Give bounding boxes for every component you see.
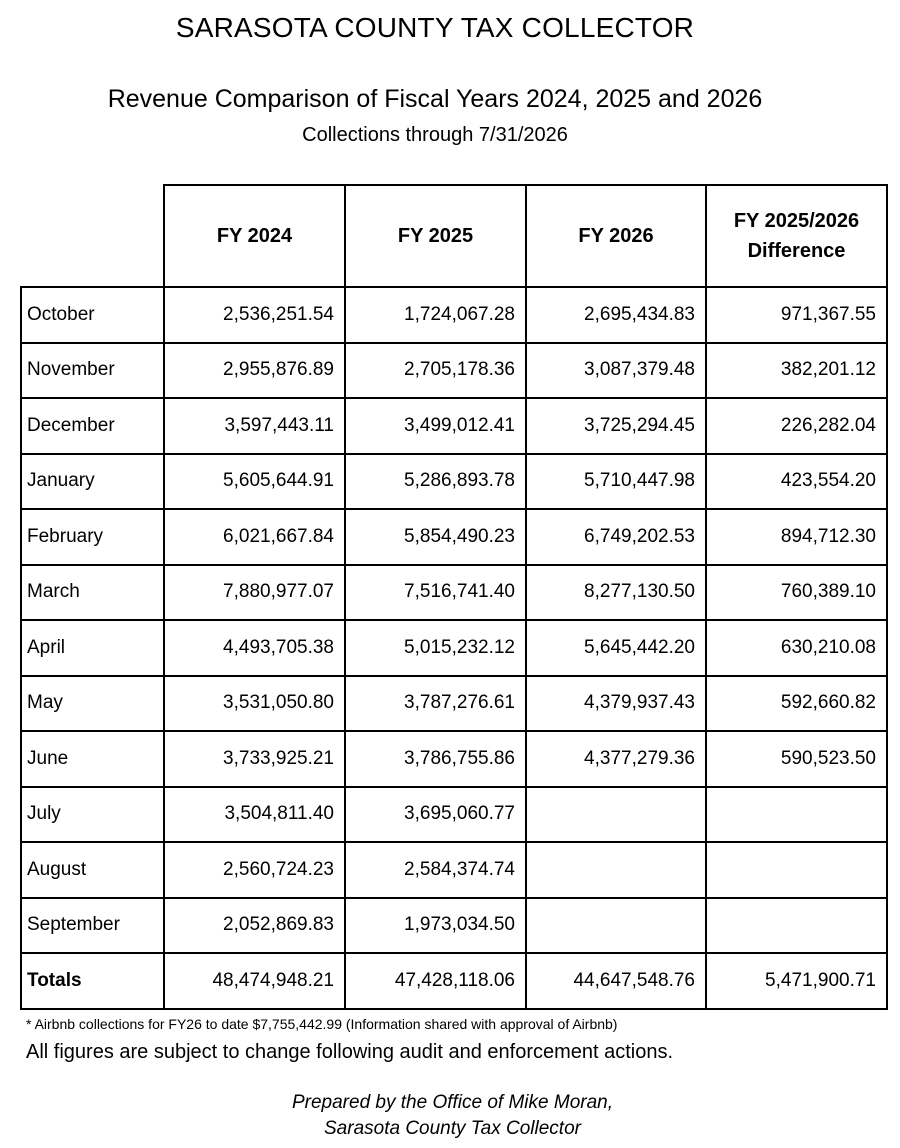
diff-cell: 590,523.50	[706, 731, 887, 787]
table-row	[21, 898, 887, 954]
table-row	[21, 787, 887, 843]
report-subtitle: Revenue Comparison of Fiscal Years 2024, 2025 and 2026	[107, 85, 763, 113]
fy2026-cell: 5,645,442.20	[526, 620, 706, 676]
fy2025-cell: 1,973,034.50	[345, 898, 526, 954]
diff-cell	[706, 842, 887, 898]
fy2026-cell: 3,725,294.45	[526, 398, 706, 454]
difference-header-line1: FY 2025/2026	[733, 210, 860, 232]
diff-cell: 971,367.55	[706, 287, 887, 343]
column-header-difference	[706, 185, 887, 287]
fy2026-cell	[526, 787, 706, 843]
diff-cell: 423,554.20	[706, 454, 887, 510]
diff-cell: 226,282.04	[706, 398, 887, 454]
fy2024-cell: 4,493,705.38	[164, 620, 345, 676]
month-cell: January	[21, 454, 164, 510]
fy2025-cell: 7,516,741.40	[345, 565, 526, 621]
fy2024-cell: 2,560,724.23	[164, 842, 345, 898]
table-header-row	[21, 185, 887, 287]
diff-cell: 630,210.08	[706, 620, 887, 676]
column-header-fy2024: FY 2024	[164, 185, 345, 287]
fy2026-cell: 4,379,937.43	[526, 676, 706, 732]
diff-cell: 894,712.30	[706, 509, 887, 565]
fy2024-cell: 2,955,876.89	[164, 343, 345, 399]
fy2025-cell: 3,695,060.77	[345, 787, 526, 843]
table-row	[21, 287, 887, 343]
page-title: SARASOTA COUNTY TAX COLLECTOR	[175, 12, 695, 43]
diff-cell	[706, 898, 887, 954]
collections-note: Collections through 7/31/2026	[302, 124, 568, 146]
revenue-table	[20, 184, 888, 1010]
table-row	[21, 509, 887, 565]
fy2026-cell: 4,377,279.36	[526, 731, 706, 787]
prepared-by-line1: Prepared by the Office of Mike Moran,	[291, 1092, 614, 1113]
totals-label: Totals	[21, 953, 164, 1009]
table-row	[21, 454, 887, 510]
fy2024-cell: 3,733,925.21	[164, 731, 345, 787]
month-cell: October	[21, 287, 164, 343]
table-row	[21, 398, 887, 454]
fy2024-cell: 2,536,251.54	[164, 287, 345, 343]
table-row	[21, 343, 887, 399]
diff-cell: 592,660.82	[706, 676, 887, 732]
fy2025-cell: 3,786,755.86	[345, 731, 526, 787]
audit-note: All figures are subject to change following audit and enforcement actions.	[26, 1041, 674, 1063]
fy2026-cell: 5,710,447.98	[526, 454, 706, 510]
month-cell: June	[21, 731, 164, 787]
table-row	[21, 676, 887, 732]
fy2024-cell: 3,504,811.40	[164, 787, 345, 843]
table-body	[21, 287, 887, 1009]
fy2024-cell: 5,605,644.91	[164, 454, 345, 510]
totals-fy2024-cell: 48,474,948.21	[164, 953, 345, 1009]
table-row	[21, 565, 887, 621]
fy2024-cell: 3,597,443.11	[164, 398, 345, 454]
column-header-fy2025: FY 2025	[345, 185, 526, 287]
table-row	[21, 620, 887, 676]
fy2024-cell: 7,880,977.07	[164, 565, 345, 621]
month-cell: February	[21, 509, 164, 565]
fy2026-cell: 8,277,130.50	[526, 565, 706, 621]
fy2026-cell: 2,695,434.83	[526, 287, 706, 343]
fy2025-cell: 5,854,490.23	[345, 509, 526, 565]
totals-diff-cell: 5,471,900.71	[706, 953, 887, 1009]
fy2026-cell: 3,087,379.48	[526, 343, 706, 399]
month-cell: May	[21, 676, 164, 732]
month-cell: July	[21, 787, 164, 843]
difference-header-line2: Difference	[747, 240, 846, 262]
month-cell: November	[21, 343, 164, 399]
column-header-fy2026: FY 2026	[526, 185, 706, 287]
month-cell: December	[21, 398, 164, 454]
fy2024-cell: 2,052,869.83	[164, 898, 345, 954]
fy2025-cell: 1,724,067.28	[345, 287, 526, 343]
fy2025-cell: 5,015,232.12	[345, 620, 526, 676]
fy2025-cell: 3,499,012.41	[345, 398, 526, 454]
airbnb-footnote: * Airbnb collections for FY26 to date $7,755,442.99 (Information shared with approval of Airbnb)	[26, 1016, 618, 1032]
fy2025-cell: 5,286,893.78	[345, 454, 526, 510]
totals-row	[21, 953, 887, 1009]
totals-fy2025-cell: 47,428,118.06	[345, 953, 526, 1009]
diff-cell: 760,389.10	[706, 565, 887, 621]
month-cell: April	[21, 620, 164, 676]
fy2026-cell	[526, 842, 706, 898]
prepared-by-line2: Sarasota County Tax Collector	[324, 1118, 581, 1139]
fy2025-cell: 3,787,276.61	[345, 676, 526, 732]
table-row	[21, 842, 887, 898]
month-cell: September	[21, 898, 164, 954]
fy2024-cell: 6,021,667.84	[164, 509, 345, 565]
fy2024-cell: 3,531,050.80	[164, 676, 345, 732]
diff-cell: 382,201.12	[706, 343, 887, 399]
fy2026-cell	[526, 898, 706, 954]
diff-cell	[706, 787, 887, 843]
table-row	[21, 731, 887, 787]
fy2025-cell: 2,584,374.74	[345, 842, 526, 898]
prepared-by	[0, 1090, 900, 1142]
header-blank-cell	[21, 185, 164, 287]
totals-fy2026-cell: 44,647,548.76	[526, 953, 706, 1009]
fy2025-cell: 2,705,178.36	[345, 343, 526, 399]
month-cell: March	[21, 565, 164, 621]
fy2026-cell: 6,749,202.53	[526, 509, 706, 565]
month-cell: August	[21, 842, 164, 898]
